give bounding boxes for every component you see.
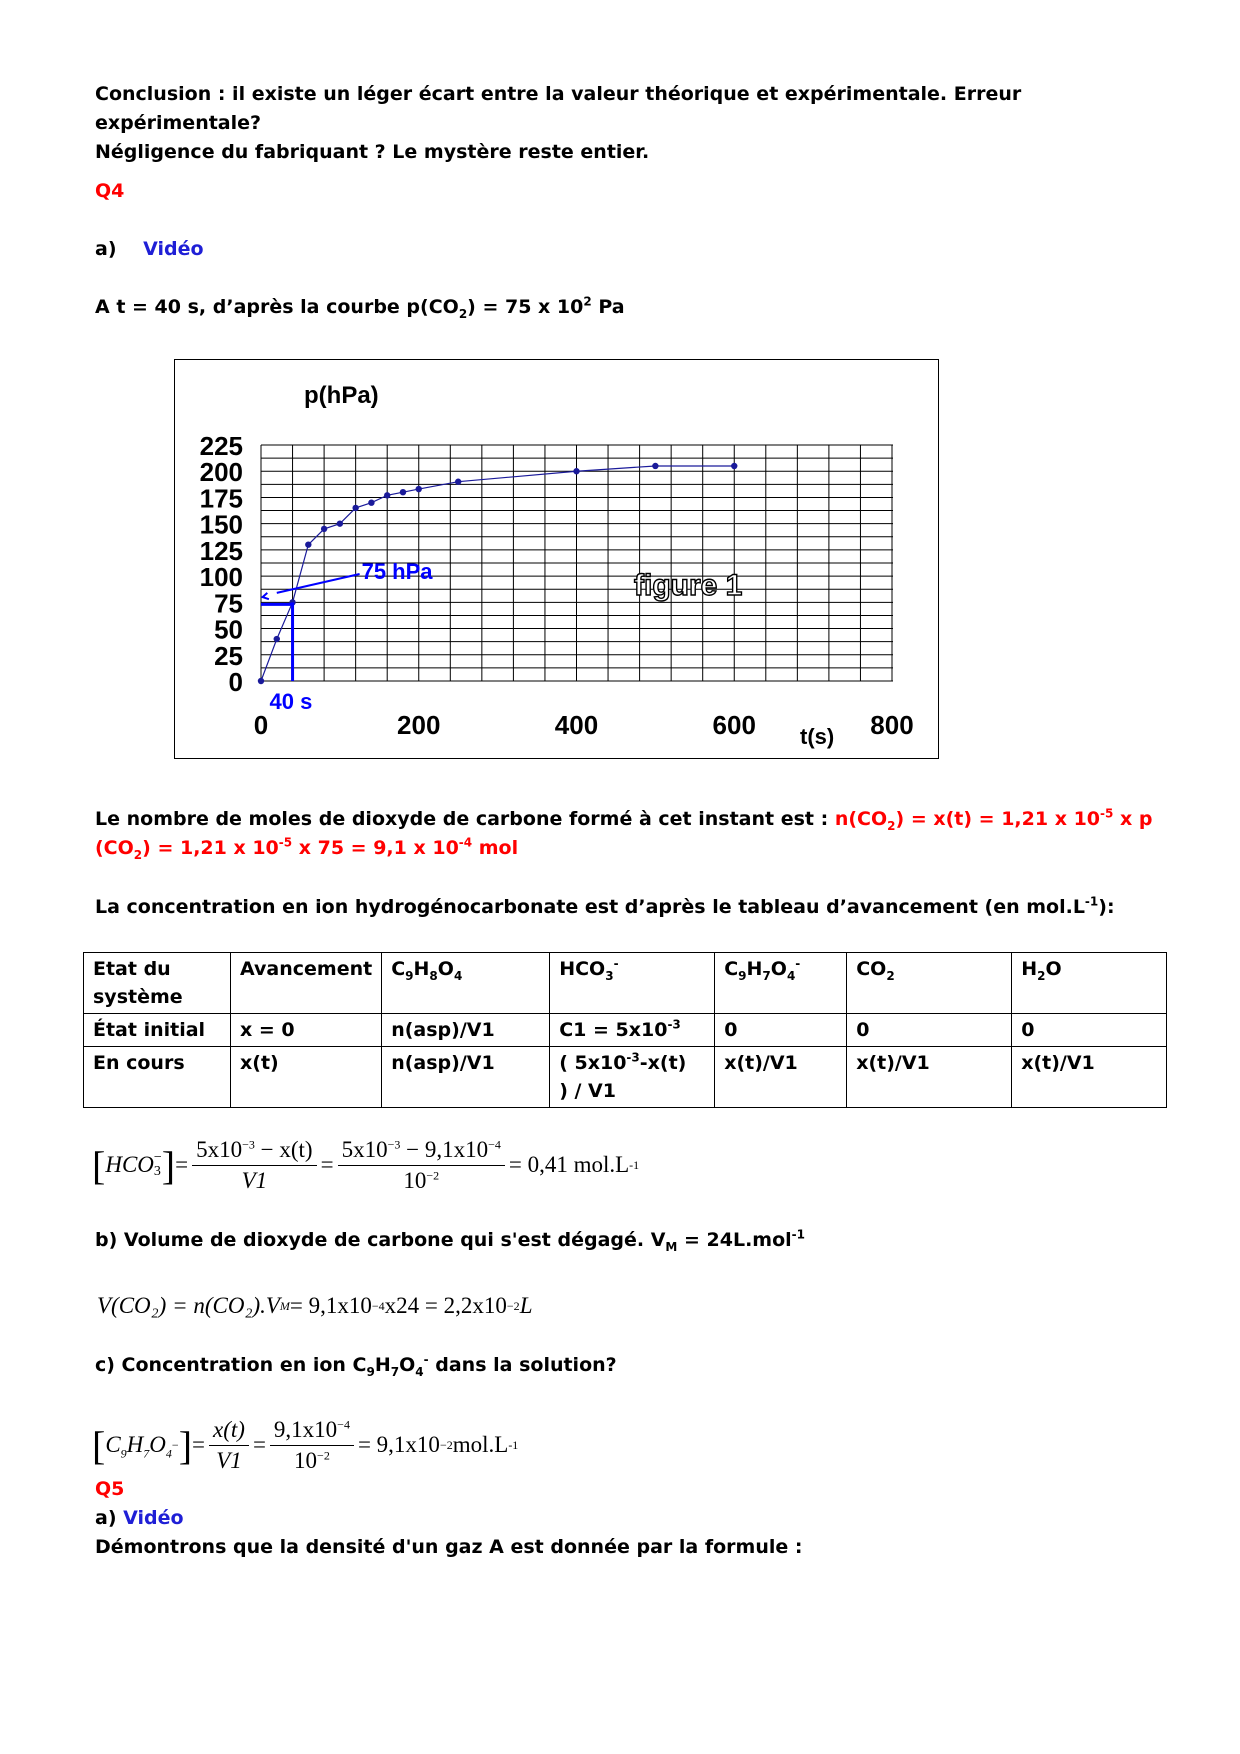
table-cell: ( $5x10^{-3}-x(t)$ ) / V1 <box>550 1047 715 1108</box>
reading-sub: 2 <box>458 306 468 321</box>
data-point <box>305 541 311 547</box>
q5-text: Démontrons que la densité d'un gaz A est donnée par la formule : <box>95 1536 803 1558</box>
eq1-result: = 0,41 mol.L <box>508 1152 630 1177</box>
y-tick-label: 150 <box>199 509 243 540</box>
q5-heading: Q5 <box>95 1478 125 1500</box>
data-point <box>573 468 579 474</box>
data-point <box>400 489 406 495</box>
concentration-intro <box>95 893 1155 922</box>
chart-title: figure 1 <box>634 569 743 602</box>
q5-a-line <box>95 1504 1155 1533</box>
table-cell: $C1 = 5x10^{-3}$ <box>550 1014 715 1047</box>
c-question: c) Concentration en ion $C_9H_7O_4^-$ dans la solution? <box>95 1352 617 1379</box>
q4-a-label: a) <box>95 238 117 260</box>
eq1-num2b: − 9,1x10 <box>400 1136 489 1162</box>
table-cell: n(asp)/V1 <box>382 1047 550 1108</box>
x-tick-label: 400 <box>554 710 599 740</box>
x-tick-label: 0 <box>253 710 269 740</box>
b-text: b) Volume de dioxyde de carbone qui s'est dégagé. V <box>95 1229 666 1251</box>
table-cell: État initial <box>84 1014 231 1047</box>
reading-suffix: Pa <box>591 296 625 318</box>
conclusion-line-2: Négligence du fabriquant ? Le mystère reste entier. <box>95 141 650 163</box>
table-row <box>84 1047 1167 1108</box>
table-cell: 0 <box>715 1014 847 1047</box>
data-point <box>384 492 390 498</box>
table-cell: x(t)/V1 <box>847 1047 1012 1108</box>
pressure-chart <box>174 359 939 759</box>
data-point <box>274 636 280 642</box>
moles-red-7: mol <box>472 837 519 859</box>
hco3-concentration-equation: [ HCO − 3 ] = $\frac{5x10^{-3} - x(t)}{V1}$ = $\frac{5x10^{-3} - 9,1x10^{-4}}{10^{-2}}$ = 0,41 mol.L -1 <box>92 1136 640 1193</box>
b-eq: V(CO₂) = n(CO₂).V <box>97 1293 280 1318</box>
c-result: = 9,1x10 <box>357 1432 440 1457</box>
table-header-row <box>84 953 1167 1014</box>
table-cell: $HCO_3^-$ <box>550 953 715 1014</box>
eq1-num1b: − x(t) <box>254 1136 313 1162</box>
c-result-unit: mol.L <box>452 1432 509 1457</box>
x-tick-label: 200 <box>397 710 441 740</box>
volume-equation: V(CO₂) = n(CO₂).V M = 9,1x10 −4 x24 = 2,2x10 −2 L <box>97 1293 533 1318</box>
y-tick-label: 200 <box>199 457 243 488</box>
data-point <box>258 678 264 684</box>
moles-exp-1: -5 <box>1100 806 1114 821</box>
b-question <box>95 1226 1155 1255</box>
b-eq2: = 9,1x10 <box>289 1293 372 1318</box>
q4-video-link[interactable]: Vidéo <box>143 238 204 260</box>
table-cell: 0 <box>847 1014 1012 1047</box>
c-den2: 10 <box>294 1447 318 1473</box>
reading-mid: ) = 75 x 10 <box>467 296 584 318</box>
data-point <box>455 479 461 485</box>
chart-xlabel: t(s) <box>800 724 835 749</box>
b-sup: -1 <box>791 1227 805 1242</box>
q4-reading <box>95 293 1155 322</box>
moles-exp-2: -5 <box>278 835 293 850</box>
eq1-lhs: HCO <box>105 1152 154 1177</box>
table-cell: x(t)/V1 <box>715 1047 847 1108</box>
b-eq4: L <box>519 1293 533 1318</box>
chart-grid <box>261 445 893 681</box>
q4-a-line <box>95 235 1155 264</box>
y-tick-label: 225 <box>199 431 243 461</box>
table-cell: 0 <box>1012 1014 1167 1047</box>
table-cell: En cours <box>84 1047 231 1108</box>
table-cell: $C_9H_7O_4^-$ <box>715 953 847 1014</box>
table-cell: x(t) <box>231 1047 382 1108</box>
chart-ylabel: p(hPa) <box>304 382 379 409</box>
data-point <box>416 486 422 492</box>
eq1-num2: 5x10 <box>341 1136 388 1162</box>
tangent-label: 75 hPa <box>361 559 433 585</box>
conclusion-line-1: Conclusion : il existe un léger écart entre la valeur théorique et expérimentale. Erreur expérimentale? <box>95 83 1022 134</box>
time-label: 40 s <box>269 689 313 714</box>
data-point <box>352 505 358 511</box>
conc-exp: -1 <box>1084 894 1099 909</box>
table-cell: $C_9H_8O_4$ <box>382 953 550 1014</box>
moles-exp-3: -4 <box>458 835 473 850</box>
reading-sup: 2 <box>583 294 592 309</box>
y-tick-label: 75 <box>214 588 243 619</box>
table-cell: n(asp)/V1 <box>382 1014 550 1047</box>
c-text: c) Concentration en ion C <box>95 1354 367 1376</box>
conclusion-paragraph <box>95 80 1155 167</box>
y-tick-label: 25 <box>214 640 243 671</box>
data-point <box>368 499 374 505</box>
eq1-den1: V1 <box>241 1167 268 1193</box>
conc-end: ): <box>1098 896 1115 918</box>
moles-red-4: (CO <box>95 837 134 859</box>
reading-prefix: A t = 40 s, d’après la courbe p(CO <box>95 296 459 318</box>
q5-a-label: a) <box>95 1507 117 1529</box>
y-tick-label: 50 <box>214 614 243 645</box>
table-cell: x(t)/V1 <box>1012 1047 1167 1108</box>
moles-red-5: ) = 1,21 x 10 <box>142 837 279 859</box>
c9h7o4-concentration-equation: [ $C_9H_7O_4$ − ] = $\frac{x(t)}{V1}$ = $\frac{9,1x10^{-4}}{10^{-2}}$ = 9,1x10 −2 mol.L -1 <box>92 1416 519 1473</box>
advancement-table <box>83 952 1167 1108</box>
q5-video-link[interactable]: Vidéo <box>123 1507 184 1529</box>
b-eq3: x24 = 2,2x10 <box>384 1293 507 1318</box>
table-cell: Avancement <box>231 953 382 1014</box>
y-tick-label: 175 <box>199 483 243 514</box>
chart-annotations <box>261 559 433 714</box>
c-num2: 9,1x10 <box>273 1416 338 1442</box>
moles-red-3: x p <box>1113 808 1153 830</box>
moles-text: Le nombre de moles de dioxyde de carbone formé à cet instant est : <box>95 808 835 830</box>
moles-paragraph: Le nombre de moles de dioxyde de carbone formé à cet instant est : $n(CO_2) = x(t) = 1,21$ x $10^{-5}$ x p $(CO_2) = 1,21$ x $10^{-5}$ x 75 = 9,1 x $10^{-4}$ mol <box>95 806 1153 862</box>
data-point <box>731 463 737 469</box>
moles-red-2: ) = x(t) = 1,21 x 10 <box>895 808 1101 830</box>
b-sub: M <box>665 1239 678 1254</box>
data-point <box>321 526 327 532</box>
moles-red-1: n(CO <box>834 808 888 830</box>
moles-red-6: x 75 = 9,1 x 10 <box>292 837 459 859</box>
table-cell: x = 0 <box>231 1014 382 1047</box>
y-tick-label: 0 <box>228 667 243 697</box>
data-point <box>337 520 343 526</box>
y-tick-label: 125 <box>199 535 243 566</box>
arrow-head <box>263 593 269 599</box>
x-tick-label: 600 <box>712 710 756 740</box>
tangent-arrow-line <box>277 574 360 593</box>
x-tick-label: 800 <box>870 710 914 740</box>
y-tick-label: 100 <box>199 562 243 593</box>
eq1-num1: 5x10 <box>196 1136 243 1162</box>
table-row <box>84 1014 1167 1047</box>
table-cell: $H_2O$ <box>1012 953 1167 1014</box>
b-text2: = 24L.mol <box>677 1229 792 1251</box>
table-cell: Etat du système <box>84 953 231 1014</box>
c-num1: x(t) <box>209 1417 249 1446</box>
q4-heading: Q4 <box>95 180 125 202</box>
data-point <box>652 463 658 469</box>
c-text-end: dans la solution? <box>428 1354 617 1376</box>
c-den1: V1 <box>216 1447 242 1473</box>
table-cell: $CO_2$ <box>847 953 1012 1014</box>
eq1-den2: 10 <box>403 1167 427 1193</box>
conc-text: La concentration en ion hydrogénocarbonate est d’après le tableau d’avancement (en mol.L <box>95 896 1085 918</box>
